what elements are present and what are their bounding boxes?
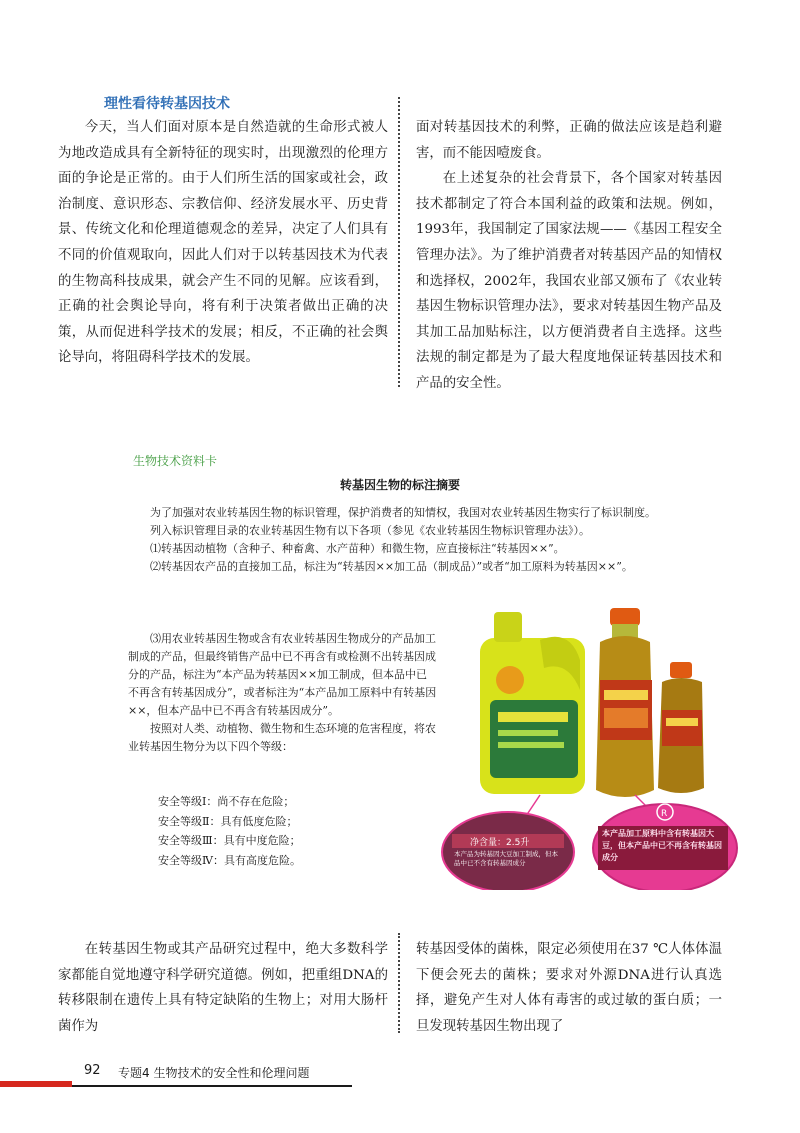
- oil-bottle-illustration: [596, 608, 704, 797]
- safety-level-item: 安全等级Ⅱ：具有低度危险；: [158, 814, 298, 828]
- left-column: [58, 115, 388, 371]
- info-card-label: 生物技术资料卡: [133, 454, 218, 468]
- right-paragraph-2: 在上述复杂的社会背景下，各个国家对转基因技术都制定了符合本国利益的政策和法规。例如，1993年，我国制定了国家法规——《基因工程安全管理办法》。为了维护消费者对转基因产品的知情权和选择权，2002年，我国农业部又颁布了《农业转基因生物标识管理办法》，要求对转基因生物产品及其加工品加贴标注，以方便消费者自主选择。这些法规的制定都是为了最大程度地保证转基因技术和产品的安全性。: [416, 171, 722, 391]
- right-paragraph-1: 面对转基因技术的利弊，正确的做法应该是趋利避害，而不能因噎废食。: [416, 120, 722, 161]
- column-divider: [398, 933, 400, 1033]
- left-paragraph: 今天，当人们面对原本是自然造就的生命形式被人为地改造成具有全新特征的现实时，出现激烈的伦理方面的争论是正常的。由于人们所生活的国家或社会，政治制度、意识形态、宗教信仰、经济发展水平、历史背景、传统文化和伦理道德观念的差异，决定了人们具有不同的价值观取向，因此人们对于以转基因技术为代表的生物高科技成果，就会产生不同的见解。应该看到，正确的社会舆论导向，将有利于决策者做出正确的决策，从而促进科学技术的发展；相反，不正确的社会舆论导向，将阻碍科学技术的发展。: [58, 120, 388, 366]
- card-intro: 为了加强对农业转基因生物的标识管理，保护消费者的知情权，我国对农业转基因生物实行了标识制度。: [150, 506, 656, 519]
- left-label-bubble: [442, 812, 574, 890]
- bottom-right-column: [416, 937, 722, 1039]
- right-label-text: 本产品加工原料中含有转基因大豆，但本产品中已不再含有转基因成分: [602, 829, 722, 862]
- column-divider: [398, 97, 400, 387]
- product-label-photo: [440, 590, 740, 890]
- card-item-2: ⑵转基因农产品的直接加工品，标注为“转基因××加工品（制成品）”或者“加工原料为转基因××”。: [150, 560, 633, 573]
- card-grading: 按照对人类、动植物、微生物和生态环境的危害程度，将农业转基因生物分为以下四个等级：: [128, 722, 436, 753]
- safety-level-item: 安全等级Ⅳ：具有高度危险。: [158, 853, 301, 867]
- card-item-3: ⑶用农业转基因生物或含有农业转基因生物成分的产品加工制成的产品，但最终销售产品中已不再含有或检测不出转基因成分的产品，标注为“本产品为转基因××加工制成，但本品中已不再含有转基因成分”，或者标注为“本产品加工原料中有转基因××，但本产品中已不再含有转基因成分”。: [128, 632, 437, 717]
- safety-levels-list: [158, 792, 301, 870]
- label-volume: 净含量：2.5升: [470, 838, 530, 848]
- bottom-left-paragraph: 在转基因生物或其产品研究过程中，绝大多数科学家都能自觉地遵守科学研究道德。例如，把重组DNA的转移限制在遗传上具有特定缺陷的生物上；对用大肠杆菌作为: [58, 942, 388, 1034]
- safety-level-item: 安全等级Ⅰ：尚不存在危险；: [158, 795, 295, 808]
- info-card-text: [128, 504, 728, 576]
- right-label-bubble: [593, 804, 737, 890]
- right-column: [416, 115, 722, 397]
- bottom-left-column: [58, 937, 388, 1039]
- svg-text:R: R: [661, 809, 668, 819]
- page-number: 92: [84, 1063, 101, 1078]
- footer-accent-bar: [0, 1081, 72, 1087]
- card-item-1: ⑴转基因动植物（含种子、种畜禽、水产苗种）和微生物，应直接标注“转基因××”。: [150, 542, 565, 555]
- safety-level-item: 安全等级Ⅲ：具有中度危险；: [158, 834, 301, 847]
- section-heading: 理性看待转基因技术: [104, 96, 230, 112]
- oil-jug-illustration: [480, 612, 585, 794]
- footer-rule: [72, 1085, 352, 1087]
- info-card-text-left: [128, 630, 438, 756]
- bottom-right-paragraph: 转基因受体的菌株，限定必须使用在37 ℃人体体温下便会死去的菌株；要求对外源DNA进行认真选择，避免产生对人体有毒害的或过敏的蛋白质；一旦发现转基因生物出现了: [416, 942, 722, 1034]
- left-label-text: 本产品为转基因大豆加工制成，但本品中已不含有转基因成分: [454, 850, 558, 867]
- info-card-title: 转基因生物的标注摘要: [339, 478, 460, 492]
- running-title: 专题4 生物技术的安全性和伦理问题: [118, 1066, 310, 1080]
- card-list-intro: 列入标识管理目录的农业转基因生物有以下各项（参见《农业转基因生物标识管理办法》）。: [150, 524, 590, 537]
